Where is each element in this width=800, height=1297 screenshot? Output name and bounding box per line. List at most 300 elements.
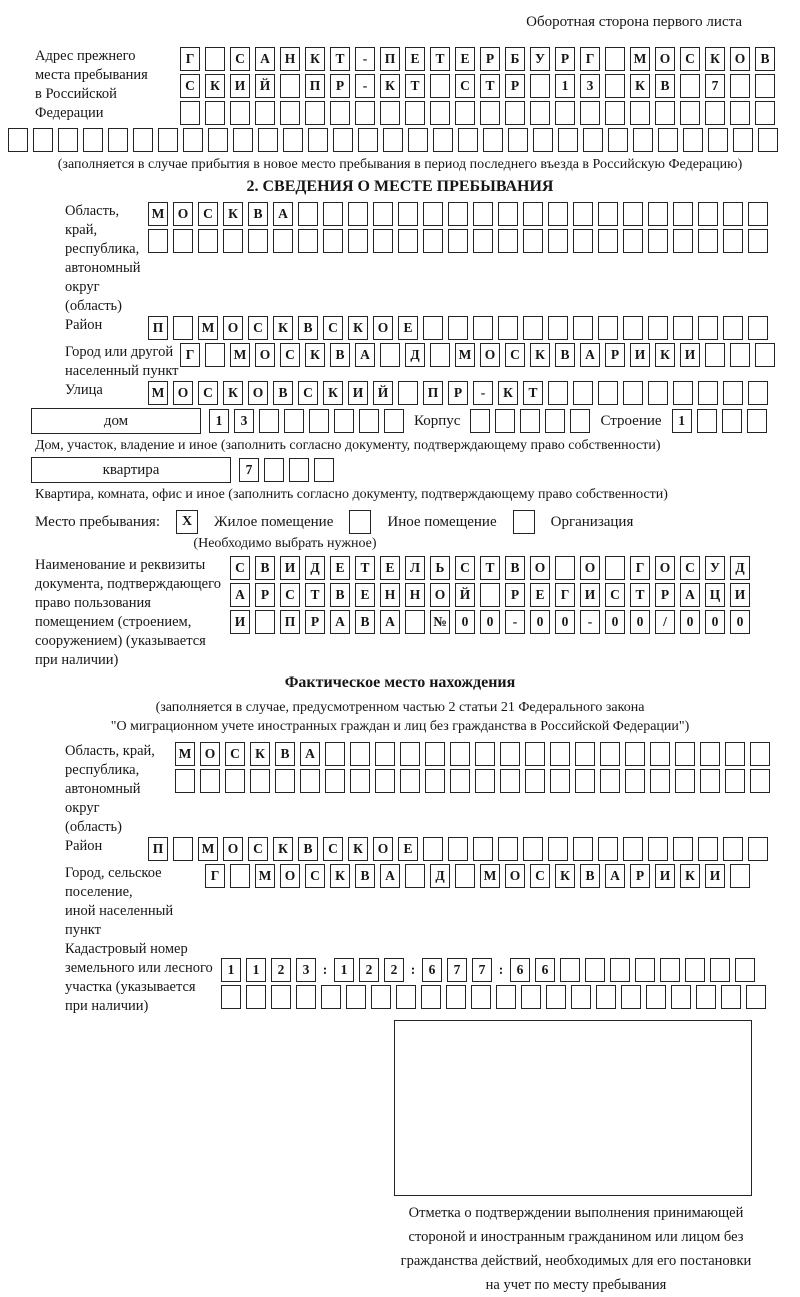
char-cell[interactable]: 0: [730, 610, 750, 634]
char-cell[interactable]: [280, 74, 300, 98]
char-cell[interactable]: [221, 985, 241, 1009]
char-cell[interactable]: [648, 381, 668, 405]
char-cell[interactable]: О: [373, 837, 393, 861]
char-cell[interactable]: [560, 958, 580, 982]
char-cell[interactable]: Н: [380, 583, 400, 607]
char-cell[interactable]: [33, 128, 53, 152]
char-cell[interactable]: Д: [305, 556, 325, 580]
char-cell[interactable]: [334, 409, 354, 433]
char-cell[interactable]: Е: [398, 316, 418, 340]
char-cell[interactable]: [380, 101, 400, 125]
char-cell[interactable]: [505, 101, 525, 125]
char-cell[interactable]: Д: [430, 864, 450, 888]
char-cell[interactable]: О: [430, 583, 450, 607]
char-cell[interactable]: [255, 101, 275, 125]
char-cell[interactable]: [697, 409, 717, 433]
char-cell[interactable]: Г: [180, 47, 200, 71]
char-cell[interactable]: [605, 101, 625, 125]
char-cell[interactable]: А: [273, 202, 293, 226]
char-cell[interactable]: [223, 229, 243, 253]
char-cell[interactable]: 7: [472, 958, 492, 982]
char-cell[interactable]: [671, 985, 691, 1009]
char-cell[interactable]: Б: [505, 47, 525, 71]
char-cell[interactable]: [425, 742, 445, 766]
char-cell[interactable]: С: [505, 343, 525, 367]
char-cell[interactable]: [548, 229, 568, 253]
char-cell[interactable]: В: [273, 381, 293, 405]
char-cell[interactable]: В: [275, 742, 295, 766]
char-cell[interactable]: Р: [655, 583, 675, 607]
char-cell[interactable]: [433, 128, 453, 152]
char-cell[interactable]: [721, 985, 741, 1009]
char-cell[interactable]: М: [198, 837, 218, 861]
char-cell[interactable]: [685, 958, 705, 982]
char-cell[interactable]: [405, 610, 425, 634]
char-cell[interactable]: [658, 128, 678, 152]
char-cell[interactable]: 0: [705, 610, 725, 634]
char-cell[interactable]: С: [248, 837, 268, 861]
char-cell[interactable]: [473, 837, 493, 861]
char-cell[interactable]: [473, 229, 493, 253]
char-cell[interactable]: К: [530, 343, 550, 367]
char-cell[interactable]: Г: [180, 343, 200, 367]
char-cell[interactable]: [183, 128, 203, 152]
char-cell[interactable]: И: [230, 610, 250, 634]
char-cell[interactable]: С: [455, 74, 475, 98]
char-cell[interactable]: [373, 229, 393, 253]
char-cell[interactable]: [546, 985, 566, 1009]
char-cell[interactable]: [583, 128, 603, 152]
char-cell[interactable]: [325, 742, 345, 766]
char-cell[interactable]: Г: [580, 47, 600, 71]
char-cell[interactable]: [158, 128, 178, 152]
char-cell[interactable]: [175, 769, 195, 793]
char-cell[interactable]: В: [355, 610, 375, 634]
char-cell[interactable]: 1: [246, 958, 266, 982]
char-cell[interactable]: И: [680, 343, 700, 367]
char-cell[interactable]: Р: [605, 343, 625, 367]
char-cell[interactable]: 0: [605, 610, 625, 634]
char-cell[interactable]: [495, 409, 515, 433]
char-cell[interactable]: [470, 409, 490, 433]
char-cell[interactable]: [430, 343, 450, 367]
char-cell[interactable]: [700, 742, 720, 766]
char-cell[interactable]: [180, 101, 200, 125]
char-cell[interactable]: М: [198, 316, 218, 340]
char-cell[interactable]: [698, 229, 718, 253]
char-cell[interactable]: С: [323, 837, 343, 861]
char-cell[interactable]: [284, 409, 304, 433]
char-cell[interactable]: [660, 958, 680, 982]
char-cell[interactable]: [298, 202, 318, 226]
char-cell[interactable]: [523, 316, 543, 340]
char-cell[interactable]: [523, 229, 543, 253]
char-cell[interactable]: К: [273, 837, 293, 861]
char-cell[interactable]: [746, 985, 766, 1009]
char-cell[interactable]: 0: [555, 610, 575, 634]
char-cell[interactable]: [575, 769, 595, 793]
char-cell[interactable]: [698, 837, 718, 861]
char-cell[interactable]: Й: [255, 74, 275, 98]
char-cell[interactable]: [585, 958, 605, 982]
char-cell[interactable]: С: [680, 47, 700, 71]
char-cell[interactable]: [623, 381, 643, 405]
char-cell[interactable]: [548, 381, 568, 405]
char-cell[interactable]: К: [223, 202, 243, 226]
char-cell[interactable]: [323, 202, 343, 226]
char-cell[interactable]: [500, 769, 520, 793]
char-cell[interactable]: [355, 101, 375, 125]
char-cell[interactable]: [230, 101, 250, 125]
char-cell[interactable]: Е: [380, 556, 400, 580]
char-cell[interactable]: [733, 128, 753, 152]
char-cell[interactable]: [475, 742, 495, 766]
char-cell[interactable]: Т: [630, 583, 650, 607]
char-cell[interactable]: В: [555, 343, 575, 367]
char-cell[interactable]: [730, 101, 750, 125]
char-cell[interactable]: [598, 381, 618, 405]
char-cell[interactable]: [308, 128, 328, 152]
char-cell[interactable]: [375, 742, 395, 766]
char-cell[interactable]: Р: [480, 47, 500, 71]
char-cell[interactable]: О: [655, 556, 675, 580]
char-cell[interactable]: [708, 128, 728, 152]
char-cell[interactable]: [698, 381, 718, 405]
char-cell[interactable]: И: [580, 583, 600, 607]
char-cell[interactable]: [173, 316, 193, 340]
char-cell[interactable]: [450, 742, 470, 766]
char-cell[interactable]: [430, 101, 450, 125]
char-cell[interactable]: Ц: [705, 583, 725, 607]
char-cell[interactable]: В: [655, 74, 675, 98]
char-cell[interactable]: В: [298, 837, 318, 861]
char-cell[interactable]: [455, 864, 475, 888]
char-cell[interactable]: [675, 742, 695, 766]
char-cell[interactable]: [498, 202, 518, 226]
char-cell[interactable]: [680, 74, 700, 98]
char-cell[interactable]: [448, 229, 468, 253]
char-cell[interactable]: [605, 556, 625, 580]
char-cell[interactable]: [400, 742, 420, 766]
char-cell[interactable]: О: [480, 343, 500, 367]
char-cell[interactable]: О: [248, 381, 268, 405]
char-cell[interactable]: [398, 381, 418, 405]
char-cell[interactable]: [423, 837, 443, 861]
char-cell[interactable]: В: [355, 864, 375, 888]
char-cell[interactable]: [205, 101, 225, 125]
char-cell[interactable]: [533, 128, 553, 152]
char-cell[interactable]: [296, 985, 316, 1009]
char-cell[interactable]: [423, 229, 443, 253]
char-cell[interactable]: [498, 316, 518, 340]
char-cell[interactable]: [230, 864, 250, 888]
char-cell[interactable]: [323, 229, 343, 253]
char-cell[interactable]: [280, 101, 300, 125]
char-cell[interactable]: [498, 229, 518, 253]
char-cell[interactable]: С: [605, 583, 625, 607]
char-cell[interactable]: [173, 837, 193, 861]
char-cell[interactable]: [710, 958, 730, 982]
char-cell[interactable]: О: [280, 864, 300, 888]
char-cell[interactable]: [550, 742, 570, 766]
char-cell[interactable]: 7: [705, 74, 725, 98]
char-cell[interactable]: [730, 343, 750, 367]
char-cell[interactable]: [500, 742, 520, 766]
char-cell[interactable]: [448, 316, 468, 340]
char-cell[interactable]: К: [630, 74, 650, 98]
char-cell[interactable]: У: [705, 556, 725, 580]
char-cell[interactable]: Р: [630, 864, 650, 888]
char-cell[interactable]: [698, 202, 718, 226]
char-cell[interactable]: У: [530, 47, 550, 71]
char-cell[interactable]: С: [230, 556, 250, 580]
char-cell[interactable]: [421, 985, 441, 1009]
char-cell[interactable]: [259, 409, 279, 433]
char-cell[interactable]: [722, 409, 742, 433]
char-cell[interactable]: А: [380, 864, 400, 888]
char-cell[interactable]: [405, 101, 425, 125]
char-cell[interactable]: К: [348, 316, 368, 340]
char-cell[interactable]: [480, 101, 500, 125]
char-cell[interactable]: [605, 74, 625, 98]
char-cell[interactable]: [573, 837, 593, 861]
char-cell[interactable]: 2: [271, 958, 291, 982]
char-cell[interactable]: А: [330, 610, 350, 634]
char-cell[interactable]: К: [323, 381, 343, 405]
char-cell[interactable]: [358, 128, 378, 152]
char-cell[interactable]: С: [680, 556, 700, 580]
char-cell[interactable]: [545, 409, 565, 433]
char-cell[interactable]: А: [355, 343, 375, 367]
char-cell[interactable]: Л: [405, 556, 425, 580]
char-cell[interactable]: [271, 985, 291, 1009]
char-cell[interactable]: [598, 837, 618, 861]
char-cell[interactable]: В: [580, 864, 600, 888]
char-cell[interactable]: [425, 769, 445, 793]
char-cell[interactable]: [683, 128, 703, 152]
char-cell[interactable]: [700, 769, 720, 793]
char-cell[interactable]: [225, 769, 245, 793]
char-cell[interactable]: С: [530, 864, 550, 888]
char-cell[interactable]: Р: [505, 74, 525, 98]
char-cell[interactable]: И: [230, 74, 250, 98]
char-cell[interactable]: [450, 769, 470, 793]
char-cell[interactable]: Г: [555, 583, 575, 607]
char-cell[interactable]: С: [305, 864, 325, 888]
char-cell[interactable]: [748, 381, 768, 405]
char-cell[interactable]: [208, 128, 228, 152]
char-cell[interactable]: [423, 202, 443, 226]
char-cell[interactable]: Р: [305, 610, 325, 634]
char-cell[interactable]: 1: [672, 409, 692, 433]
char-cell[interactable]: [625, 742, 645, 766]
char-cell[interactable]: О: [173, 202, 193, 226]
char-cell[interactable]: К: [380, 74, 400, 98]
char-cell[interactable]: [400, 769, 420, 793]
char-cell[interactable]: [705, 343, 725, 367]
char-cell[interactable]: О: [223, 837, 243, 861]
char-cell[interactable]: [305, 101, 325, 125]
char-cell[interactable]: Т: [523, 381, 543, 405]
char-cell[interactable]: [598, 229, 618, 253]
char-cell[interactable]: А: [230, 583, 250, 607]
char-cell[interactable]: [300, 769, 320, 793]
char-cell[interactable]: Р: [255, 583, 275, 607]
char-cell[interactable]: П: [305, 74, 325, 98]
char-cell[interactable]: [200, 769, 220, 793]
char-cell[interactable]: О: [255, 343, 275, 367]
char-cell[interactable]: [555, 101, 575, 125]
char-cell[interactable]: [455, 101, 475, 125]
char-cell[interactable]: [748, 316, 768, 340]
char-cell[interactable]: [758, 128, 778, 152]
char-cell[interactable]: [246, 985, 266, 1009]
char-cell[interactable]: [598, 202, 618, 226]
char-cell[interactable]: 1: [209, 409, 229, 433]
char-cell[interactable]: -: [505, 610, 525, 634]
char-cell[interactable]: [573, 229, 593, 253]
char-cell[interactable]: О: [530, 556, 550, 580]
char-cell[interactable]: [723, 837, 743, 861]
char-cell[interactable]: О: [373, 316, 393, 340]
char-cell[interactable]: К: [555, 864, 575, 888]
char-cell[interactable]: П: [380, 47, 400, 71]
char-cell[interactable]: К: [305, 47, 325, 71]
char-cell[interactable]: К: [498, 381, 518, 405]
char-cell[interactable]: [523, 202, 543, 226]
char-cell[interactable]: С: [248, 316, 268, 340]
char-cell[interactable]: [635, 958, 655, 982]
char-cell[interactable]: Е: [530, 583, 550, 607]
char-cell[interactable]: Р: [330, 74, 350, 98]
char-cell[interactable]: Н: [280, 47, 300, 71]
char-cell[interactable]: [264, 458, 284, 482]
char-cell[interactable]: [747, 409, 767, 433]
char-cell[interactable]: В: [330, 583, 350, 607]
char-cell[interactable]: [480, 583, 500, 607]
char-cell[interactable]: Д: [405, 343, 425, 367]
char-cell[interactable]: Й: [455, 583, 475, 607]
char-cell[interactable]: П: [148, 837, 168, 861]
char-cell[interactable]: 1: [221, 958, 241, 982]
char-cell[interactable]: [248, 229, 268, 253]
char-cell[interactable]: [346, 985, 366, 1009]
char-cell[interactable]: 0: [530, 610, 550, 634]
char-cell[interactable]: 7: [239, 458, 259, 482]
char-cell[interactable]: [325, 769, 345, 793]
char-cell[interactable]: О: [173, 381, 193, 405]
char-cell[interactable]: [448, 837, 468, 861]
char-cell[interactable]: [348, 229, 368, 253]
char-cell[interactable]: [330, 101, 350, 125]
char-cell[interactable]: -: [473, 381, 493, 405]
char-cell[interactable]: [423, 316, 443, 340]
char-cell[interactable]: П: [423, 381, 443, 405]
char-cell[interactable]: [405, 864, 425, 888]
char-cell[interactable]: П: [148, 316, 168, 340]
char-cell[interactable]: И: [280, 556, 300, 580]
char-cell[interactable]: [198, 229, 218, 253]
char-cell[interactable]: [133, 128, 153, 152]
char-cell[interactable]: С: [230, 47, 250, 71]
char-cell[interactable]: [383, 128, 403, 152]
char-cell[interactable]: И: [348, 381, 368, 405]
char-cell[interactable]: К: [250, 742, 270, 766]
char-cell[interactable]: С: [455, 556, 475, 580]
char-cell[interactable]: [530, 101, 550, 125]
char-cell[interactable]: [725, 742, 745, 766]
char-cell[interactable]: Г: [630, 556, 650, 580]
char-cell[interactable]: Д: [730, 556, 750, 580]
char-cell[interactable]: Е: [355, 583, 375, 607]
char-cell[interactable]: Е: [405, 47, 425, 71]
char-cell[interactable]: [573, 381, 593, 405]
char-cell[interactable]: В: [505, 556, 525, 580]
char-cell[interactable]: [233, 128, 253, 152]
char-cell[interactable]: [398, 202, 418, 226]
char-cell[interactable]: М: [630, 47, 650, 71]
char-cell[interactable]: О: [730, 47, 750, 71]
char-cell[interactable]: [610, 958, 630, 982]
char-cell[interactable]: О: [580, 556, 600, 580]
char-cell[interactable]: К: [305, 343, 325, 367]
char-cell[interactable]: К: [655, 343, 675, 367]
char-cell[interactable]: А: [605, 864, 625, 888]
char-cell[interactable]: В: [298, 316, 318, 340]
char-cell[interactable]: А: [680, 583, 700, 607]
char-cell[interactable]: [596, 985, 616, 1009]
char-cell[interactable]: Т: [355, 556, 375, 580]
char-cell[interactable]: [755, 343, 775, 367]
char-cell[interactable]: 0: [480, 610, 500, 634]
char-cell[interactable]: [573, 202, 593, 226]
char-cell[interactable]: И: [705, 864, 725, 888]
char-cell[interactable]: [750, 769, 770, 793]
char-cell[interactable]: [375, 769, 395, 793]
char-cell[interactable]: [748, 202, 768, 226]
char-cell[interactable]: [648, 202, 668, 226]
char-cell[interactable]: [650, 742, 670, 766]
char-cell[interactable]: Р: [448, 381, 468, 405]
char-cell[interactable]: [333, 128, 353, 152]
char-cell[interactable]: [496, 985, 516, 1009]
char-cell[interactable]: [521, 985, 541, 1009]
char-cell[interactable]: [205, 47, 225, 71]
char-cell[interactable]: [448, 202, 468, 226]
char-cell[interactable]: Г: [205, 864, 225, 888]
char-cell[interactable]: 3: [580, 74, 600, 98]
char-cell[interactable]: [648, 229, 668, 253]
char-cell[interactable]: [555, 556, 575, 580]
char-cell[interactable]: [571, 985, 591, 1009]
char-cell[interactable]: [471, 985, 491, 1009]
char-cell[interactable]: [525, 769, 545, 793]
char-cell[interactable]: О: [655, 47, 675, 71]
char-cell[interactable]: С: [180, 74, 200, 98]
char-cell[interactable]: [350, 742, 370, 766]
char-cell[interactable]: [384, 409, 404, 433]
char-cell[interactable]: [673, 316, 693, 340]
char-cell[interactable]: 6: [535, 958, 555, 982]
char-cell[interactable]: А: [380, 610, 400, 634]
char-cell[interactable]: -: [355, 74, 375, 98]
char-cell[interactable]: В: [330, 343, 350, 367]
char-cell[interactable]: М: [255, 864, 275, 888]
char-cell[interactable]: /: [655, 610, 675, 634]
char-cell[interactable]: [633, 128, 653, 152]
char-cell[interactable]: 6: [510, 958, 530, 982]
char-cell[interactable]: -: [580, 610, 600, 634]
